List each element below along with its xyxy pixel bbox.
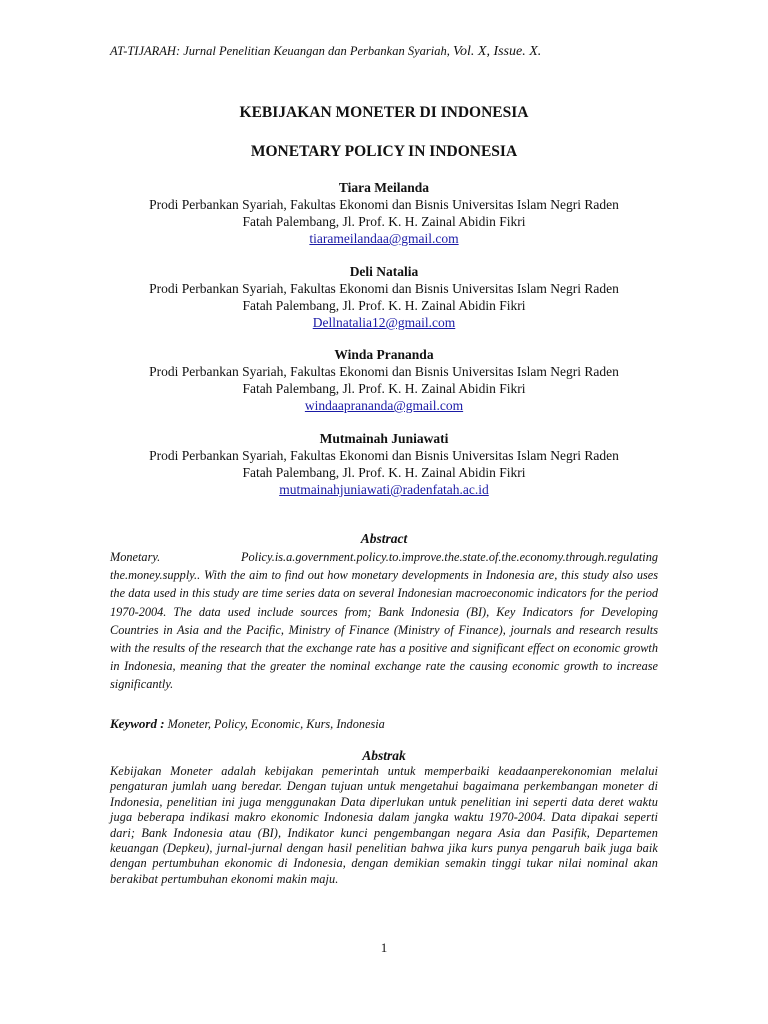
- abstrak-body: Kebijakan Moneter adalah kebijakan pemerintah untuk memperbaiki keadaanperekonomian melalui pengaturan jumlah uang beredar. Dengan tujuan untuk mengetahui bagaimana perkembangan moneter di Indonesia, penelitian ini juga menggunakan Data diperlukan untuk penelitian ini seperti data deret waktu juga beberapa indikasi makro ekonomic Indonesia dalam jangka waktu 1970-2004. Data dipakai seperti dari; Bank Indonesia atau (BI), Indikator kunci pengembangan negara Asia dan Pasifik, Departemen keuangan (Depkeu), jurnal-jurnal dengan hasil penelitian bahwa jika kurs punya pengaruh baik juga baik dengan pertumbuhan ekonomic di Indonesia, dengan demikian semakin tinggi tukar nilai nominal akan berakibat pertumbuhan ekonomi makin maju.: [110, 764, 658, 886]
- abstract-body: Monetary. Policy.is.a.government.policy.to.improve.the.state.of.the.economy.through.regulating the.money.supply.. With the aim to find out how monetary developments in Indonesia are, this study also uses the data used in this study are time series data on several Indonesian macroeconomic indicators for the period 1970-2004. The data used include sources from; Bank Indonesia (BI), Key Indicators for Developing Countries in Asia and the Pacific, Ministry of Finance (Ministry of Finance), journals and research results with the results of the research that the exchange rate has a positive and significant effect on economic growth in Indonesia, meaning that the greater the nominal exchange rate the causing economic growth to increase significantly.: [110, 550, 658, 692]
- author-affiliation: Prodi Perbankan Syariah, Fakultas Ekonomi dan Bisnis Universitas Islam Negri Raden: [149, 364, 619, 379]
- author-name: Winda Prananda: [334, 347, 434, 362]
- keywords-text: Moneter, Policy, Economic, Kurs, Indonesia: [167, 717, 385, 731]
- author-affiliation: Fatah Palembang, Jl. Prof. K. H. Zainal Abidin Fikri: [242, 214, 526, 229]
- page-number: 1: [380, 940, 388, 955]
- keywords-label: Keyword :: [110, 716, 165, 731]
- paper-title-english: MONETARY POLICY IN INDONESIA: [250, 143, 518, 160]
- paper-title-indonesian: KEBIJAKAN MONETER DI INDONESIA: [239, 104, 529, 121]
- author-block: [100, 346, 668, 414]
- author-affiliation: Prodi Perbankan Syariah, Fakultas Ekonomi dan Bisnis Universitas Islam Negri Raden: [149, 281, 619, 296]
- abstract-heading: Abstract: [360, 531, 408, 546]
- author-affiliation: Fatah Palembang, Jl. Prof. K. H. Zainal Abidin Fikri: [242, 465, 526, 480]
- author-block: [100, 179, 668, 247]
- author-block: [100, 263, 668, 331]
- author-name: Mutmainah Juniawati: [319, 431, 449, 446]
- author-affiliation: Prodi Perbankan Syariah, Fakultas Ekonomi dan Bisnis Universitas Islam Negri Raden: [149, 197, 619, 212]
- volume-issue: Vol. X, Issue. X.: [453, 44, 542, 59]
- author-email-link[interactable]: Dellnatalia12@gmail.com: [312, 315, 456, 330]
- author-name: Tiara Meilanda: [338, 180, 430, 195]
- abstrak-heading: Abstrak: [362, 748, 406, 763]
- running-header: [110, 44, 541, 60]
- journal-name: AT-TIJARAH: Jurnal Penelitian Keuangan dan Perbankan Syariah,: [110, 44, 450, 58]
- author-block: [100, 430, 668, 498]
- author-affiliation: Fatah Palembang, Jl. Prof. K. H. Zainal Abidin Fikri: [242, 298, 526, 313]
- author-affiliation: Fatah Palembang, Jl. Prof. K. H. Zainal Abidin Fikri: [242, 381, 526, 396]
- author-email-link[interactable]: tiarameilandaa@gmail.com: [309, 231, 459, 246]
- author-name: Deli Natalia: [349, 264, 419, 279]
- author-affiliation: Prodi Perbankan Syariah, Fakultas Ekonomi dan Bisnis Universitas Islam Negri Raden: [149, 448, 619, 463]
- author-email-link[interactable]: windaaprananda@gmail.com: [304, 398, 464, 413]
- keywords: [110, 716, 670, 732]
- author-email-link[interactable]: mutmainahjuniawati@radenfatah.ac.id: [279, 482, 489, 497]
